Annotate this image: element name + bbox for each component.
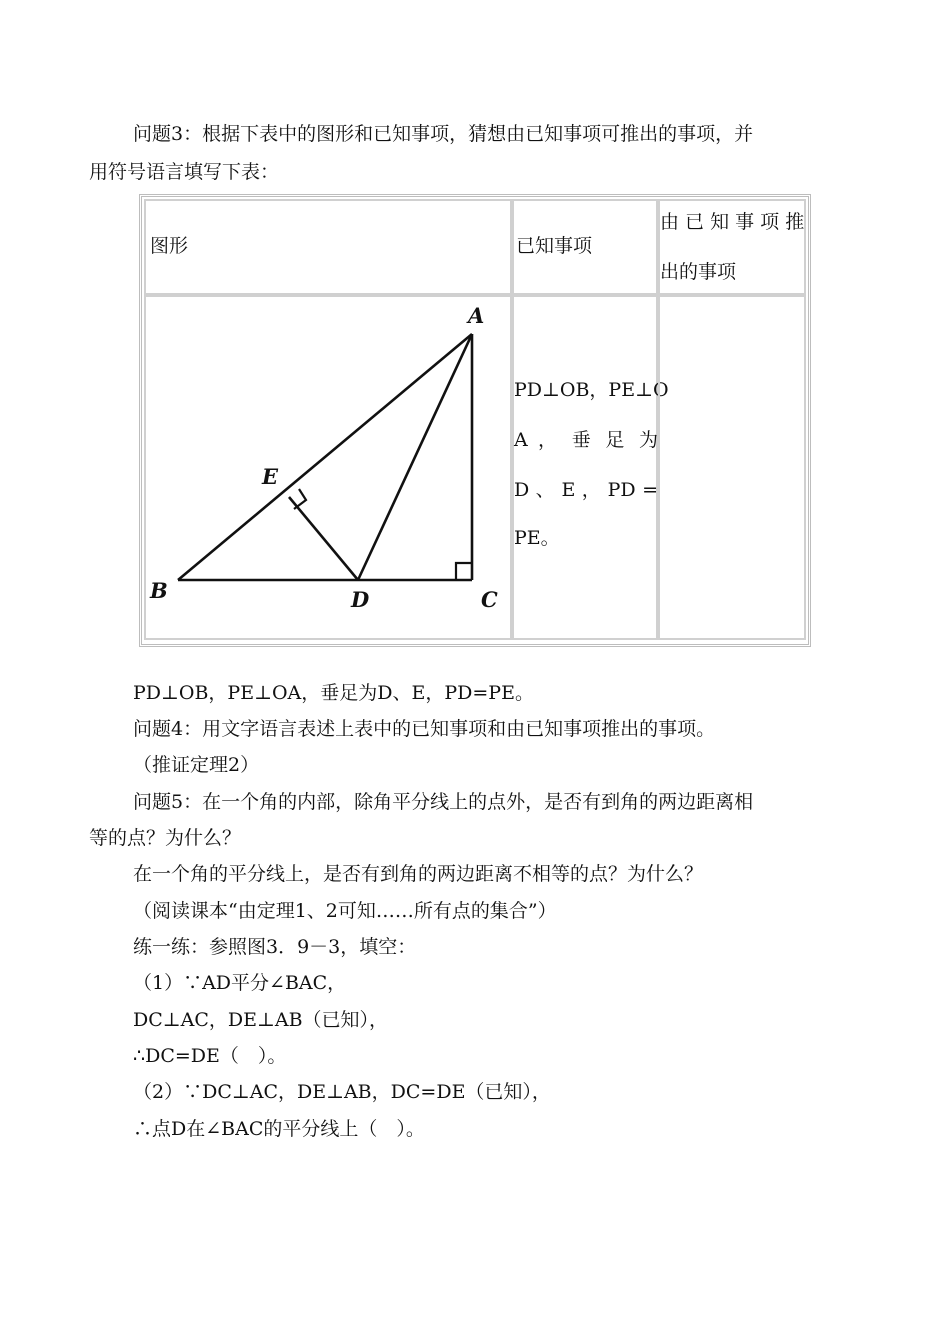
right-angle-mark-c xyxy=(456,563,472,580)
question-4: 问题4：用文字语言表述上表中的已知事项和由已知事项推出的事项。 xyxy=(133,718,716,740)
derived-cell xyxy=(658,295,806,640)
label-point-b: B xyxy=(150,578,168,603)
header-derived-line-1: 由 已 知 事 项 推 xyxy=(660,211,805,233)
label-point-e: E xyxy=(262,464,279,489)
answer-line: PD⊥OB，PE⊥OA，垂足为D、E，PD=PE。 xyxy=(133,682,534,704)
triangle-diagram xyxy=(146,297,510,638)
header-figure: 图形 xyxy=(150,235,189,257)
practice-2-line-2: ∴点D在∠BAC的平分线上（ ）。 xyxy=(133,1118,425,1140)
label-point-c: C xyxy=(481,587,498,612)
practice-1-line-2: DC⊥AC，DE⊥AB（已知）， xyxy=(133,1009,389,1031)
question-3-line-1: 问题3：根据下表中的图形和已知事项，猜想由已知事项可推出的事项，并 xyxy=(133,123,754,145)
known-line-1: PD⊥OB，PE⊥O xyxy=(514,379,669,401)
practice-1-line-3: ∴DC=DE（ ）。 xyxy=(133,1045,287,1067)
header-derived-cell xyxy=(658,199,806,295)
reading-hint: （阅读课本“由定理1、2可知……所有点的集合”） xyxy=(133,900,557,922)
header-known: 已知事项 xyxy=(516,235,593,257)
known-cell xyxy=(512,295,669,640)
practice-2-line-1: （2）∵DC⊥AC，DE⊥AB，DC=DE（已知）， xyxy=(133,1081,551,1103)
segment-de xyxy=(289,497,358,580)
header-derived-line-2: 出的事项 xyxy=(660,261,737,283)
label-point-a: A xyxy=(468,303,485,328)
segment-ad xyxy=(358,334,472,580)
segment-ab xyxy=(178,334,472,580)
header-figure-cell xyxy=(144,199,512,295)
header-known-cell xyxy=(512,199,658,295)
known-line-4: PE。 xyxy=(514,527,560,549)
theorem-hint: （推证定理2） xyxy=(133,754,260,776)
figure-cell xyxy=(144,295,512,640)
question-5-line-1: 问题5：在一个角的内部，除角平分线上的点外，是否有到角的两边距离相 xyxy=(133,791,754,813)
question-5-line-2: 等的点？为什么？ xyxy=(89,827,242,849)
question-3-line-2: 用符号语言填写下表： xyxy=(89,161,280,183)
known-line-2: A ， 垂 足 为 xyxy=(514,429,658,451)
practice-title: 练一练：参照图3．9－3，填空： xyxy=(133,936,417,958)
known-line-3: D 、 E ， PD = xyxy=(514,479,658,501)
facts-table xyxy=(139,194,811,647)
practice-1-line-1: （1）∵AD平分∠BAC， xyxy=(133,972,347,994)
label-point-d: D xyxy=(351,587,370,612)
question-5-line-3: 在一个角的平分线上，是否有到角的两边距离不相等的点？为什么？ xyxy=(133,863,704,885)
